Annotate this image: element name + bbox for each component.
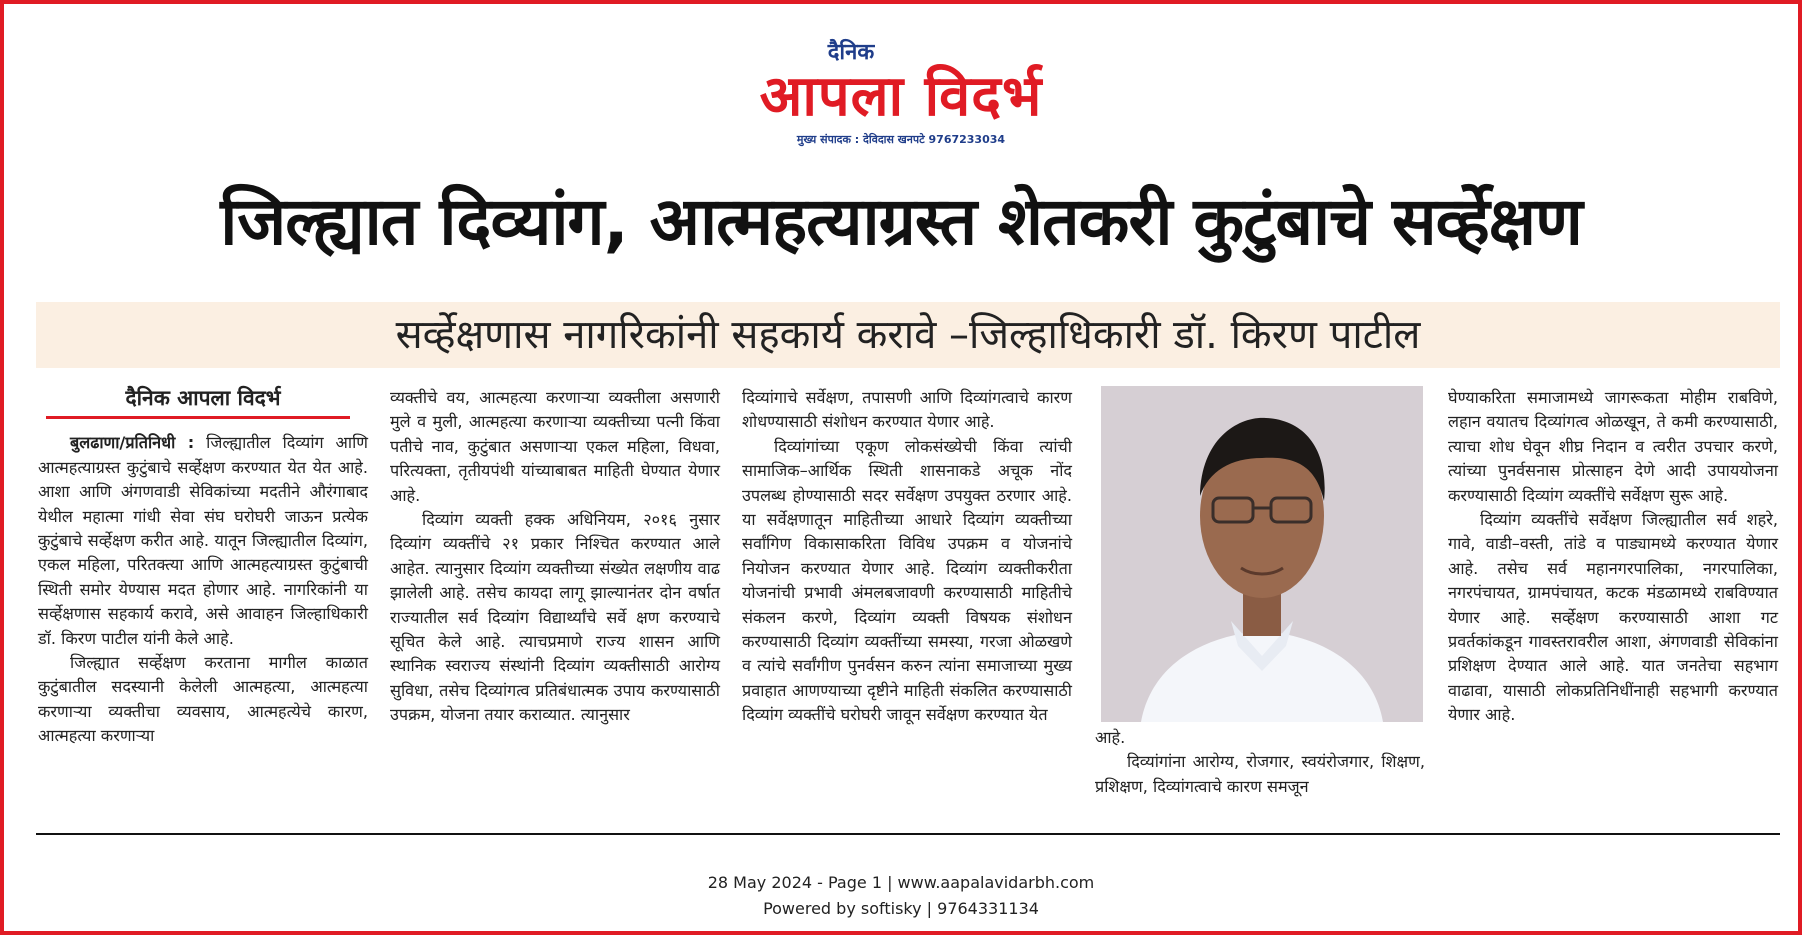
paragraph: दिव्यांगांना आरोग्य, रोजगार, स्वयंरोजगार, शिक्षण, प्रशिक्षण, दिव्यांगत्वाचे कारण समजून [1095,752,1425,796]
column-5 [1448,386,1778,728]
footer-date-link[interactable]: 28 May 2024 - Page 1 | www.aapalavidarbh.com [707,873,1095,892]
paragraph: जिल्ह्यात सर्व्हेक्षण करताना मागील काळात कुटुंबातील सदस्यानी केलेली आत्महत्या, आत्महत्या करणाऱ्या व्यक्तीचा व्यवसाय, आत्महत्येचे कारण, आत्महत्या करणाऱ्या [38,653,368,746]
paragraph [38,431,368,651]
paragraph: आहे. [1095,728,1126,747]
masthead-editor: मुख्य संपादक : देविदास खनपटे 9767233034 [796,133,1006,146]
paragraph-text: जिल्ह्यातील दिव्यांग आणि आत्महत्याग्रस्त कुटुंबाचे सर्व्हेक्षण करण्यात येत येत आहे. आशा आणि अंगणवाडी सेविकांच्या मदतीने औरंगाबाद येथील महात्मा गांधी सेवा संघ घरोघरी जाऊन प्रत्येक कुटुंबाचे सर्व्हेक्षण करीत आहे. यातून जिल्ह्यातील दिव्यांग, एकल महिला, परितक्त्या आणि आत्महत्याग्रस्त कुटुंबाची स्थिती समोर येण्यास मदत होणार आहे. नागरिकांनी या सर्व्हेक्षणास सहकार्य करावे, असे आवाहन जिल्हाधिकारी डॉ. किरण पाटील यांनी केले आहे. [38,433,368,648]
paragraph: दिव्यांगाचे सर्वेक्षण, तपासणी आणि दिव्यांगत्वाचे कारण शोधण्यासाठी संशोधन करण्यात येणार आहे. [742,388,1072,432]
footer-powered-by: Powered by softisky | 9764331134 [763,899,1039,918]
portrait-illustration [1101,386,1423,722]
paragraph: दिव्यांगांच्या एकूण लोकसंख्येची किंवा त्यांची सामाजिक–आर्थिक स्थिती शासनाकडे अचूक नोंद उपलब्ध होण्यासाठी सदर सर्वेक्षण उपयुक्त ठरणार आहे. या सर्वेक्षणातून माहितीच्या आधारे दिव्यांग व्यक्तीच्या सर्वांगिण विकासाकरिता विविध उपक्रम व योजनांचे नियोजन करण्यात येणार आहे. दिव्यांग व्यक्तीकरीता योजनांची प्रभावी अंमलबजावणी करण्यासाठी माहितीचे संकलन करणे, दिव्यांग व्यक्ती विषयक संशोधन करण्यासाठी दिव्यांग व्यक्तींच्या समस्या, गरजा ओळखणे व त्यांचे सर्वांगीण पुनर्वसन करुन त्यांना समाजाच्या मुख्य प्रवाहात आणण्याच्या दृष्टीने माहिती संकलित करण्यासाठी दिव्यांग व्यक्तींचे घरोघरी जावून सर्वेक्षण करण्यात येत [742,436,1072,725]
column-4 [1095,386,1425,799]
masthead-title: आपला विदर्भ [759,64,1043,129]
paragraph: दिव्यांग व्यक्तींचे सर्वेक्षण जिल्ह्यातील सर्व शहरे, गावे, वाडी–वस्ती, तांडे व पाड्यामध्ये करण्यात येणार आहे. तसेच सर्व महानगरपालिका, नगरपालिका, नगरपंचायत, ग्रामपंचायत, कटक मंडळामध्ये राबविण्यात येणार आहे. सर्व्हेक्षण करण्यासाठी आशा गट प्रवर्तकांकडून गावस्तरावरील आशा, अंगणवाडी सेविकांना प्रशिक्षण देण्यात आले आहे. यात जनतेचा सहभाग वाढावा, यासाठी लोकप्रतिनिधींनाही सहभागी करण्यात येणार आहे. [1448,510,1778,725]
column-1 [38,386,368,749]
byline-rule [46,416,350,419]
masthead-small-title: दैनिक [827,40,875,65]
footer [0,870,1802,922]
column-2 [390,386,720,728]
byline-title: दैनिक आपला विदर्भ [125,386,281,410]
subheadline: सर्व्हेक्षणास नागरिकांनी सहकार्य करावे –जिल्हाधिकारी डॉ. किरण पाटील [36,302,1780,368]
paragraph: दिव्यांग व्यक्ती हक्क अधिनियम, २०१६ नुसार दिव्यांग व्यक्तींचे २१ प्रकार निश्चित करण्यात आले आहेत. त्यानुसार दिव्यांग व्यक्तीच्या संख्येत लक्षणीय वाढ झालेली आहे. तसेच कायदा लागू झाल्यानंतर दोन वर्षात राज्यातील सर्व दिव्यांग विद्यार्थ्यांचे सर्वे क्षण करण्याचे सूचित केले आहे. त्याचप्रमाणे राज्य शासन आणि स्थानिक स्वराज्य संस्थांनी दिव्यांग व्यक्तीसाठी आरोग्य सुविधा, तसेच दिव्यांगत्व प्रतिबंधात्मक उपाय करण्यासाठी उपक्रम, योजना तयार कराव्यात. त्यानुसार [390,510,720,725]
masthead [0,40,1802,147]
paragraph: घेण्याकरिता समाजामध्ये जागरूकता मोहीम राबविणे, लहान वयातच दिव्यांगत्व ओळखून, ते कमी करण्यासाठी, त्याचा शोध घेवून शीघ्र निदान व त्वरीत उपचार करणे, त्यांच्या पुनर्वसनास प्रोत्साहन देणे आदी उपाययोजना करण्यासाठी दिव्यांग व्यक्तींचे सर्वेक्षण सुरू आहे. [1448,388,1778,505]
dateline: बुलढाणा/प्रतिनिधी : [70,433,195,453]
bottom-rule [36,833,1780,835]
column-3 [742,386,1072,728]
headline: जिल्ह्यात दिव्यांग, आत्महत्याग्रस्त शेतकरी कुटुंबाचे सर्व्हेक्षण [220,183,1582,260]
paragraph: व्यक्तीचे वय, आत्महत्या करणाऱ्या व्यक्तीला असणारी मुले व मुली, आत्महत्या करणाऱ्या व्यक्तीच्या पत्नी किंवा पतीचे नाव, कुटुंबात असणाऱ्या एकल महिला, विधवा, परित्यक्ता, तृतीयपंथी यांच्याबाबत माहिती घेण्यात येणार आहे. [390,388,720,505]
portrait-photo [1101,386,1423,722]
